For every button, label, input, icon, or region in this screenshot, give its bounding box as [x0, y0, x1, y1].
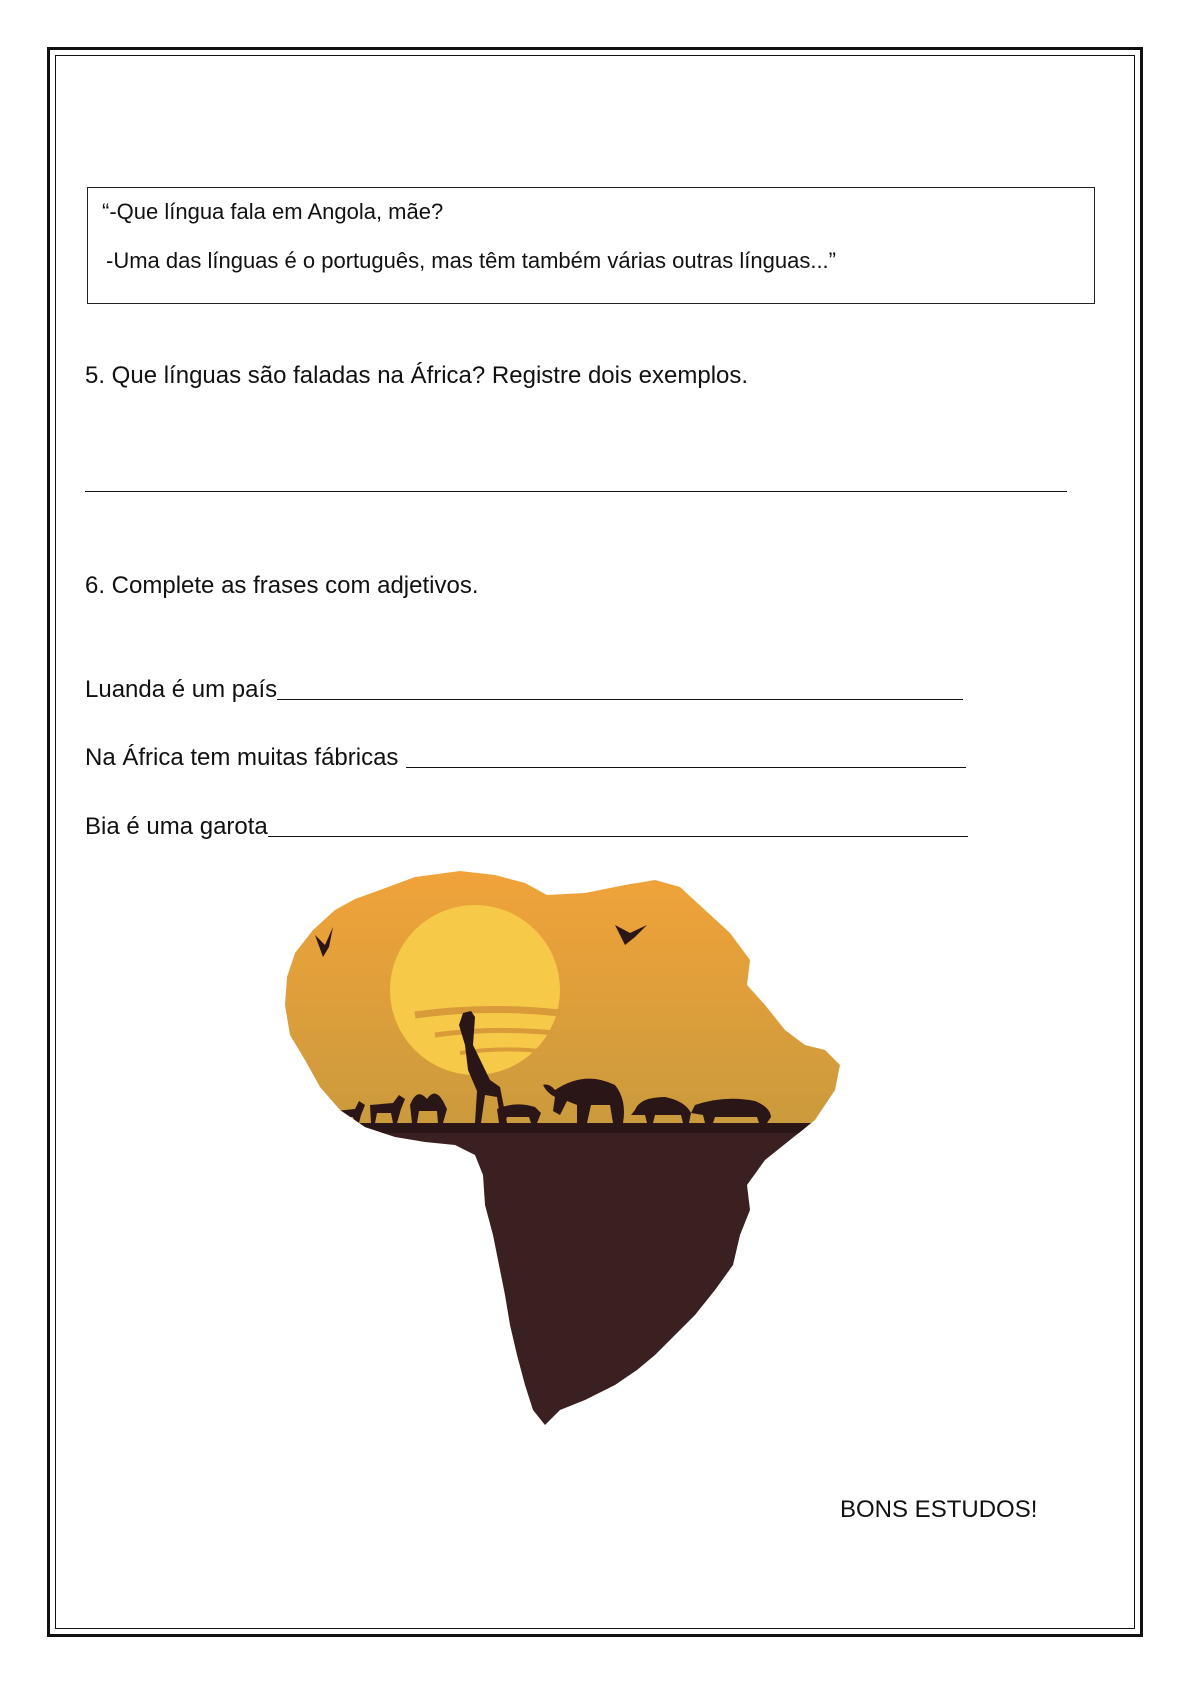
sentence-1-blank[interactable] [277, 698, 963, 700]
sentence-1 [85, 676, 963, 704]
sentence-2-text: Na África tem muitas fábricas [85, 744, 399, 771]
sentence-3 [85, 813, 968, 841]
sentence-1-text: Luanda é um país [85, 676, 278, 703]
answer-line-question-5[interactable] [85, 491, 1067, 492]
sentence-3-blank[interactable] [268, 835, 968, 837]
sentence-3-text: Bia é uma garota [85, 813, 268, 840]
sentence-2-blank[interactable] [406, 766, 966, 768]
closing-message: BONS ESTUDOS! [840, 1496, 1038, 1523]
africa-savanna-map-icon [285, 865, 845, 1440]
quote-line-2: -Uma das línguas é o português, mas têm também várias outras línguas...” [106, 248, 836, 273]
sentence-2 [85, 744, 966, 772]
question-5: 5. Que línguas são faladas na África? Registre dois exemplos. [85, 362, 749, 389]
quote-line-1: “-Que língua fala em Angola, mãe? [102, 199, 444, 224]
question-6: 6. Complete as frases com adjetivos. [85, 572, 479, 599]
